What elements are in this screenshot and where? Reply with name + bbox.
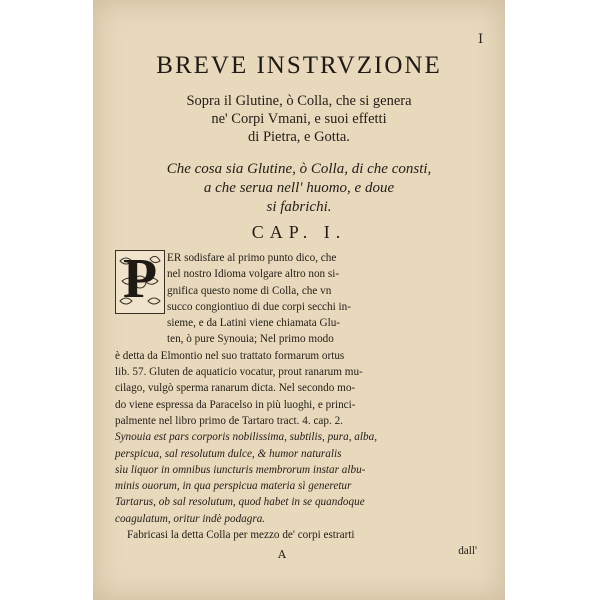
text-line: ten, ò pure Synouia; Nel primo modo — [167, 333, 334, 346]
text-line: succo congiontiuo di due corpi secchi in- — [167, 300, 351, 313]
heading-line: a che serua nell' huomo, e doue — [203, 180, 395, 196]
signature-mark: A — [278, 548, 286, 561]
text-line: coagulatum, oritur indè podagra. — [115, 512, 266, 525]
subtitle — [123, 92, 475, 146]
book-page — [93, 0, 505, 600]
decorated-initial — [115, 250, 165, 314]
subtitle-line: di Pietra, e Gotta. — [248, 129, 350, 145]
text-line: sìu liquor in omnibus iuncturis membrorum instar albu- — [115, 463, 366, 476]
text-line: cilago, vulgò sperma ranarum dicta. Nel secondo mo- — [115, 382, 356, 395]
text-line: Synouia est pars corporis nobilissima, subtilis, pura, alba, — [115, 431, 377, 444]
heading-line: Che cosa sia Glutine, ò Colla, di che consti, — [166, 161, 432, 177]
text-line: ER sodisfare al primo punto dico, che — [167, 252, 337, 264]
text-line: palmente nel libro primo de Tartaro tract. 4. cap. 2. — [115, 414, 343, 427]
heading-line: si fabrichi. — [266, 199, 332, 215]
page-number: I — [478, 32, 484, 47]
text-line: lib. 57. Gluten de aquaticio vocatur, prout ranarum mu- — [115, 366, 363, 379]
text-line: sieme, e da Latini viene chiamata Glu- — [167, 317, 341, 330]
text-line: Tartarus, ob sal resolutum, quod habet in se quandoque — [115, 496, 365, 509]
chapter-heading — [118, 160, 480, 217]
subtitle-line: ne' Corpi Vmani, e suoi effetti — [211, 111, 387, 127]
text-line: do viene espressa da Paracelso in più luoghi, e princi- — [115, 398, 356, 411]
text-line: dall' — [458, 545, 477, 558]
subtitle-line: Sopra il Glutine, ò Colla, che si genera — [186, 93, 412, 109]
text-line: gnifica questo nome di Colla, che vn — [167, 284, 332, 297]
text-line: Fabricasi la detta Colla per mezzo de' corpi estrarti — [127, 529, 355, 542]
page-title: BREVE INSTRVZIONE — [156, 52, 442, 79]
drop-cap-letter: P — [122, 248, 158, 310]
text-line: è detta da Elmontio nel suo trattato formarum ortus — [115, 349, 345, 362]
text-line: minis ouorum, in qua perspicua materia sì generetur — [115, 480, 352, 493]
text-line: perspicua, sal resolutum dulce, & humor naturalis — [115, 447, 342, 460]
chapter-label: CAP. I. — [251, 222, 347, 242]
text-line: nel nostro Idioma volgare altro non si- — [167, 268, 340, 281]
body-text — [115, 250, 487, 560]
